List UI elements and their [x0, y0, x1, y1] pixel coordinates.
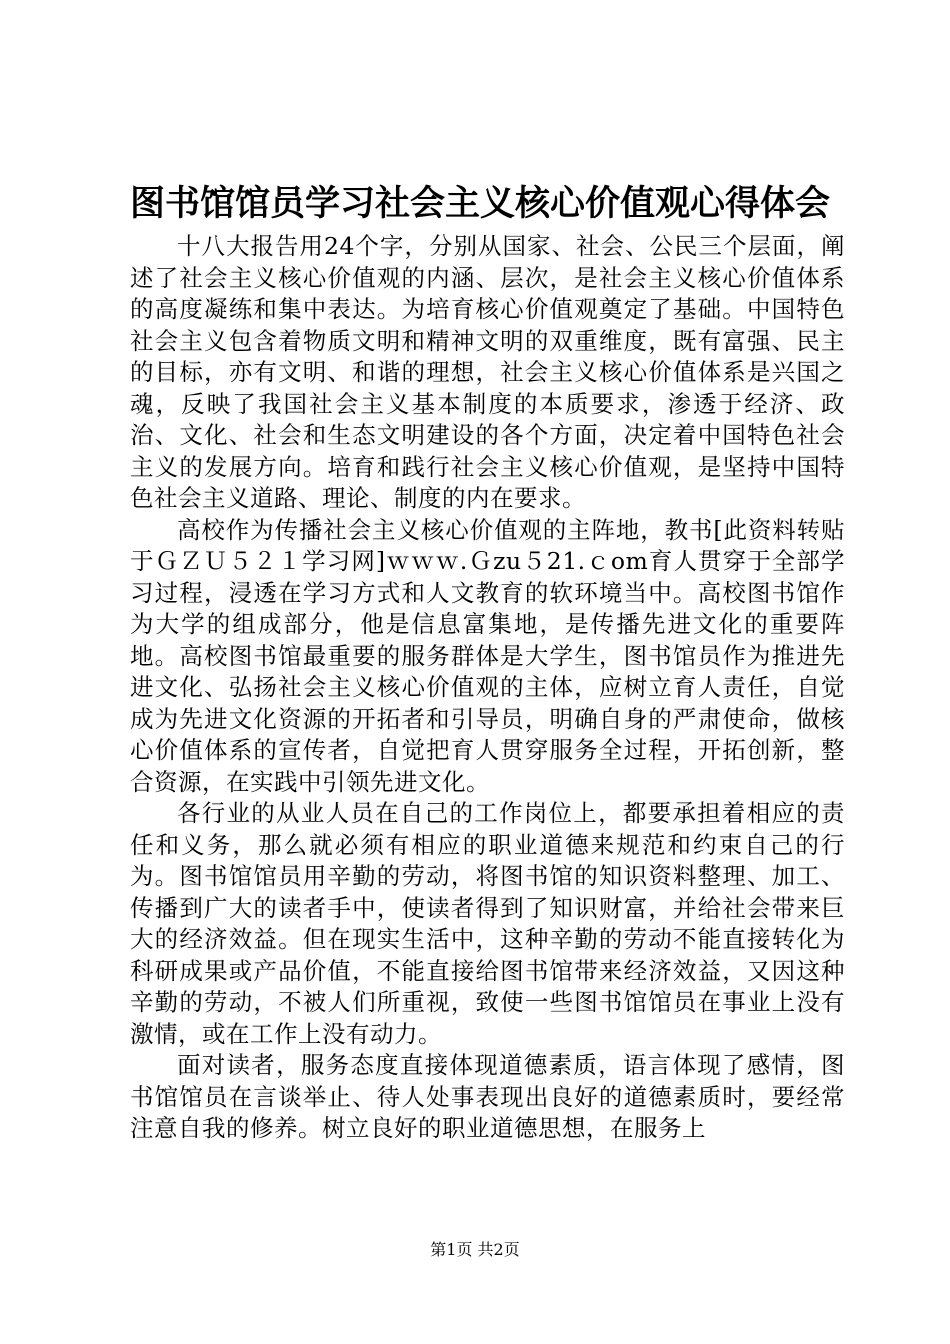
paragraph-4: 面对读者，服务态度直接体现道德素质，语言体现了感情，图书馆馆员在言谈举止、待人处事表现出良好的道德素质时，要经常注意自我的修养。树立良好的职业道德思想，在服务上: [130, 1051, 845, 1142]
page-number-footer: 第1页 共2页: [430, 1240, 520, 1259]
document-body: [130, 231, 845, 1145]
paragraph-2: 高校作为传播社会主义核心价值观的主阵地，教书[此资料转贴于ＧＺＵ５２１学习网]ｗｗｗ.Ｇzu５21.ｃom育人贯穿于全部学习过程，浸透在学习方式和人文教育的软环境当中。高校图书馆作为大学的组成部分，他是信息富集地，是传播先进文化的重要阵地。高校图书馆最重要的服务群体是大学生，图书馆员作为推进先进文化、弘扬社会主义核心价值观的主体，应树立育人责任，自觉成为先进文化资源的开拓者和引导员，明确自身的严肃使命，做核心价值体系的宣传者，自觉把育人贯穿服务全过程，开拓创新，整合资源，在实践中引领先进文化。: [130, 515, 845, 796]
paragraph-1: 十八大报告用24个字，分别从国家、社会、公民三个层面，阐述了社会主义核心价值观的内涵、层次，是社会主义核心价值体系的高度凝练和集中表达。为培育核心价值观奠定了基础。中国特色社会主义包含着物质文明和精神文明的双重维度，既有富强、民主的目标，亦有文明、和谐的理想，社会主义核心价值体系是兴国之魂，反映了我国社会主义基本制度的本质要求，渗透于经济、政治、文化、社会和生态文明建设的各个方面，决定着中国特色社会主义的发展方向。培育和践行社会主义核心价值观，是坚持中国特色社会主义道路、理论、制度的内在要求。: [130, 232, 845, 512]
document-title: 图书馆馆员学习社会主义核心价值观心得体会: [129, 184, 830, 224]
paragraph-3: 各行业的从业人员在自己的工作岗位上，都要承担着相应的责任和义务，那么就必须有相应的职业道德来规范和约束自己的行为。图书馆馆员用辛勤的劳动，将图书馆的知识资料整理、加工、传播到广大的读者手中，使读者得到了知识财富，并给社会带来巨大的经济效益。但在现实生活中，这种辛勤的劳动不能直接转化为科研成果或产品价值，不能直接给图书馆带来经济效益，又因这种辛勤的劳动，不被人们所重视，致使一些图书馆馆员在事业上没有激情，或在工作上没有动力。: [130, 799, 845, 1048]
